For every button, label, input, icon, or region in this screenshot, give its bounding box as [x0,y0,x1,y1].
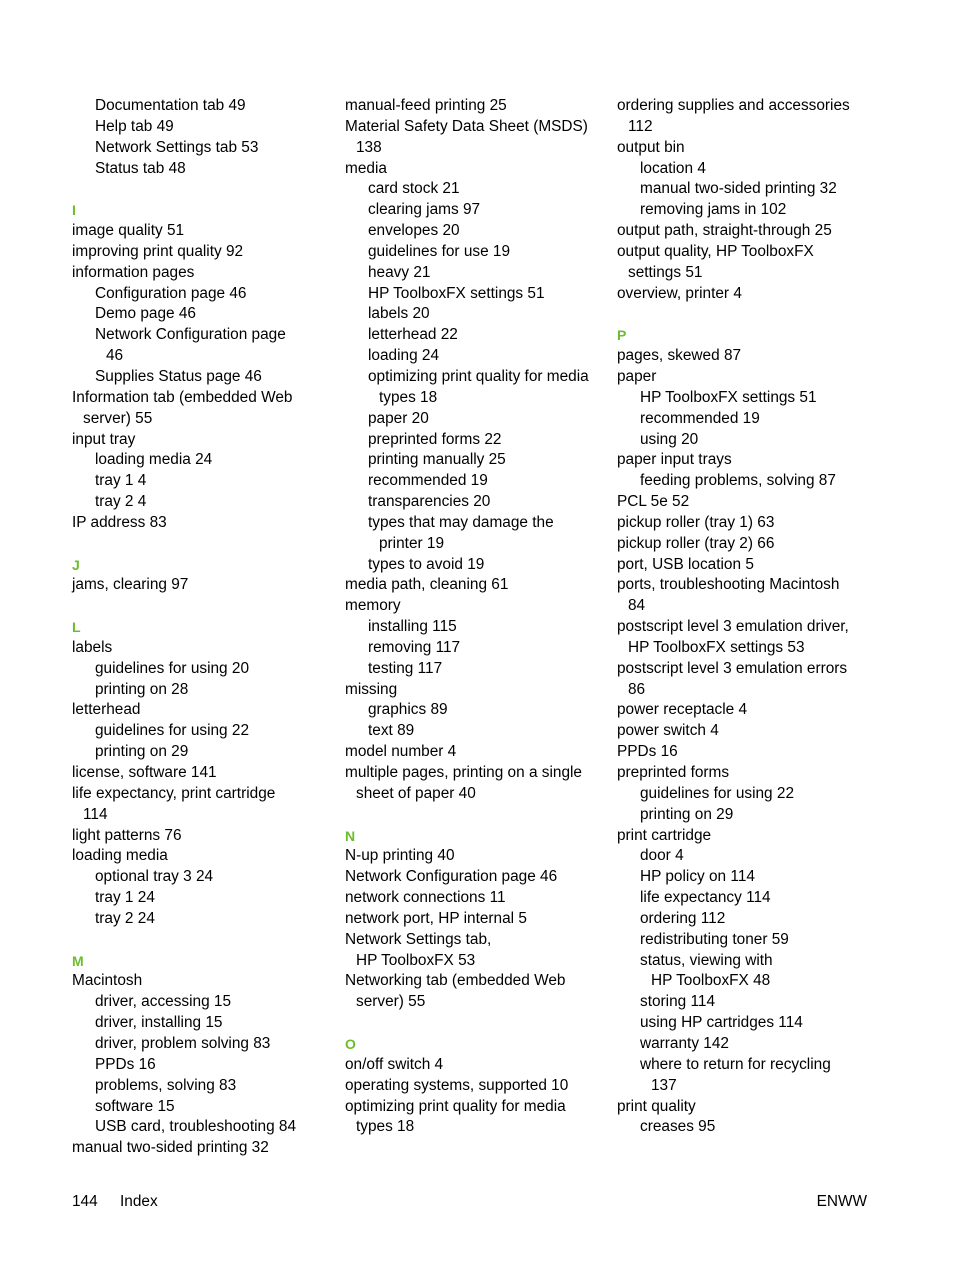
index-entry-continuation: server) 55 [83,409,153,427]
index-subentry: feeding problems, solving 87 [640,472,836,490]
section-letter: M [72,952,84,969]
section-spacer [617,304,872,325]
index-entry: media [345,159,387,177]
index-entry: power switch 4 [617,722,719,740]
index-entry: network port, HP internal 5 [345,909,527,927]
index-entry: media path, cleaning 61 [345,576,509,594]
index-subentry: PPDs 16 [95,1055,156,1073]
index-entry-continuation: 114 [83,805,108,823]
index-entry: ports, troubleshooting Macintosh [617,576,840,594]
page-number: 144 [72,1193,98,1210]
index-entry: port, USB location 5 [617,555,754,573]
index-subentry: tray 1 4 [95,472,147,490]
index-entry-continuation: sheet of paper 40 [356,784,476,802]
index-entry-continuation: types 18 [379,388,438,406]
index-entry: manual-feed printing 25 [345,97,507,114]
index-subentry: tray 1 24 [95,889,155,907]
index-subentry: loading 24 [368,347,440,365]
index-entry-continuation: types 18 [356,1118,415,1136]
index-subentry: optional tray 3 24 [95,868,214,886]
index-entry: labels [72,638,113,656]
index-entry: paper input trays [617,451,732,469]
index-subentry: using HP cartridges 114 [640,1014,803,1032]
index-subentry: printing on 28 [95,680,189,698]
index-column-2 [345,96,607,1138]
index-subentry: Documentation tab 49 [95,97,246,114]
index-entry: paper [617,367,657,385]
index-entry: input tray [72,430,136,448]
index-subentry: guidelines for using 22 [95,722,250,740]
index-entry-continuation: 138 [356,138,382,156]
index-entry: Networking tab (embedded Web [345,972,566,990]
index-entry: license, software 141 [72,764,217,781]
index-column-1 [72,96,322,1159]
index-entry-continuation: HP ToolboxFX 48 [651,972,771,990]
document-code: ENWW [816,1193,867,1210]
index-entry: PPDs 16 [617,743,678,761]
index-subentry: Supplies Status page 46 [95,367,262,385]
index-entry: image quality 51 [72,222,185,240]
section-spacer [72,930,322,951]
section-spacer [345,805,607,826]
index-entry: preprinted forms [617,764,730,781]
index-subentry: software 15 [95,1097,175,1115]
index-subentry: heavy 21 [368,263,431,281]
index-subentry: creases 95 [640,1118,716,1136]
index-subentry: card stock 21 [368,180,460,198]
index-entry: print quality [617,1097,696,1115]
index-subentry: where to return for recycling [640,1055,831,1073]
index-column-3 [617,96,872,1138]
index-subentry: tray 2 4 [95,493,147,511]
index-entry: Network Configuration page 46 [345,868,558,886]
index-subentry: text 89 [368,722,415,740]
index-entry: ordering supplies and accessories [617,97,850,114]
index-subentry: types to avoid 19 [368,555,485,573]
index-entry: multiple pages, printing on a single [345,764,582,781]
index-entry: print cartridge [617,826,712,844]
index-subentry: location 4 [640,159,706,177]
index-subentry: guidelines for use 19 [368,242,511,260]
index-subentry: driver, installing 15 [95,1014,223,1032]
index-subentry: ordering 112 [640,909,726,927]
index-subentry: recommended 19 [368,472,488,490]
section-spacer [72,596,322,617]
index-subentry: Configuration page 46 [95,284,247,302]
index-entry: pickup roller (tray 1) 63 [617,513,775,531]
index-subentry: storing 114 [640,993,716,1011]
index-entry: Information tab (embedded Web [72,388,293,406]
index-subentry: installing 115 [368,618,457,636]
index-subentry: driver, accessing 15 [95,993,232,1011]
index-subentry: paper 20 [368,409,429,427]
index-entry-continuation: 137 [651,1076,677,1094]
section-letter: I [72,202,76,219]
index-entry-continuation: HP ToolboxFX 53 [356,951,476,969]
section-letter: O [345,1035,356,1052]
index-entry: jams, clearing 97 [72,576,189,594]
index-subentry: types that may damage the [368,513,554,531]
index-subentry: Help tab 49 [95,117,174,135]
index-entry: life expectancy, print cartridge [72,784,276,802]
index-subentry: Network Settings tab 53 [95,138,259,156]
section-letter: N [345,827,356,844]
index-entry: output quality, HP ToolboxFX [617,242,814,260]
index-entry: network connections 11 [345,889,506,907]
section-letter: L [72,619,81,636]
index-subentry: printing on 29 [640,805,734,823]
index-entry: output path, straight-through 25 [617,222,832,240]
index-entry-continuation: printer 19 [379,534,445,552]
index-entry: letterhead [72,701,141,719]
index-entry: IP address 83 [72,513,167,531]
index-subentry: driver, problem solving 83 [95,1034,271,1052]
index-subentry: Demo page 46 [95,305,196,323]
index-subentry: recommended 19 [640,409,760,427]
index-subentry: door 4 [640,847,684,865]
index-subentry: USB card, troubleshooting 84 [95,1118,297,1136]
index-entry: manual two-sided printing 32 [72,1139,269,1157]
index-entry: postscript level 3 emulation errors [617,659,848,677]
index-entry: loading media [72,847,168,865]
index-entry: improving print quality 92 [72,242,244,260]
index-entry-continuation: 84 [628,597,646,615]
index-entry: N-up printing 40 [345,847,455,865]
index-entry: on/off switch 4 [345,1055,444,1073]
index-entry: Network Settings tab, [345,930,492,948]
index-subentry: using 20 [640,430,699,448]
index-subentry: Status tab 48 [95,159,186,177]
section-letter: J [72,556,80,573]
index-entry: light patterns 76 [72,826,182,844]
index-entry: memory [345,597,401,615]
index-entry: power receptacle 4 [617,701,748,719]
index-entry-continuation: settings 51 [628,263,703,281]
index-entry: operating systems, supported 10 [345,1076,569,1094]
index-entry: overview, printer 4 [617,284,742,302]
index-subentry: printing manually 25 [368,451,506,469]
index-entry: pickup roller (tray 2) 66 [617,534,775,552]
index-subentry: HP ToolboxFX settings 51 [368,284,545,302]
section-spacer [345,1013,607,1034]
index-subentry: graphics 89 [368,701,448,719]
index-subentry: HP ToolboxFX settings 51 [640,388,817,406]
section-letter: P [617,327,627,344]
index-subentry: manual two-sided printing 32 [640,180,837,198]
index-subentry: transparencies 20 [368,493,491,511]
section-name: Index [120,1193,158,1210]
index-entry: PCL 5e 52 [617,493,690,511]
index-subentry: optimizing print quality for media [368,367,589,385]
index-entry: output bin [617,138,685,156]
index-entry-continuation: server) 55 [356,993,426,1011]
index-subentry: removing 117 [368,638,461,656]
index-subentry: removing jams in 102 [640,201,787,219]
index-entry-continuation: 46 [106,347,124,365]
index-subentry: HP policy on 114 [640,868,755,886]
index-subentry: clearing jams 97 [368,201,481,219]
index-entry-continuation: 86 [628,680,646,698]
index-entry: Material Safety Data Sheet (MSDS) [345,117,588,135]
index-subentry: letterhead 22 [368,326,458,344]
index-subentry: testing 117 [368,659,443,677]
index-entry: postscript level 3 emulation driver, [617,618,849,636]
index-subentry: life expectancy 114 [640,889,771,907]
index-entry: missing [345,680,398,698]
index-subentry: redistributing toner 59 [640,930,789,948]
index-subentry: problems, solving 83 [95,1076,237,1094]
index-subentry: tray 2 24 [95,909,155,927]
index-entry-continuation: HP ToolboxFX settings 53 [628,638,805,656]
index-subentry: envelopes 20 [368,222,460,240]
index-subentry: status, viewing with [640,951,773,969]
index-subentry: warranty 142 [640,1034,729,1052]
index-entry: pages, skewed 87 [617,347,742,365]
index-entry: Macintosh [72,972,143,990]
index-subentry: Network Configuration page [95,326,286,344]
index-entry-continuation: 112 [628,117,653,135]
index-subentry: printing on 29 [95,743,189,761]
section-spacer [72,534,322,555]
section-spacer [72,179,322,200]
index-subentry: guidelines for using 20 [95,659,250,677]
index-entry: optimizing print quality for media [345,1097,566,1115]
index-subentry: labels 20 [368,305,430,323]
index-entry: information pages [72,263,195,281]
index-subentry: loading media 24 [95,451,213,469]
index-entry: model number 4 [345,743,457,761]
index-subentry: preprinted forms 22 [368,430,502,448]
index-subentry: guidelines for using 22 [640,784,795,802]
